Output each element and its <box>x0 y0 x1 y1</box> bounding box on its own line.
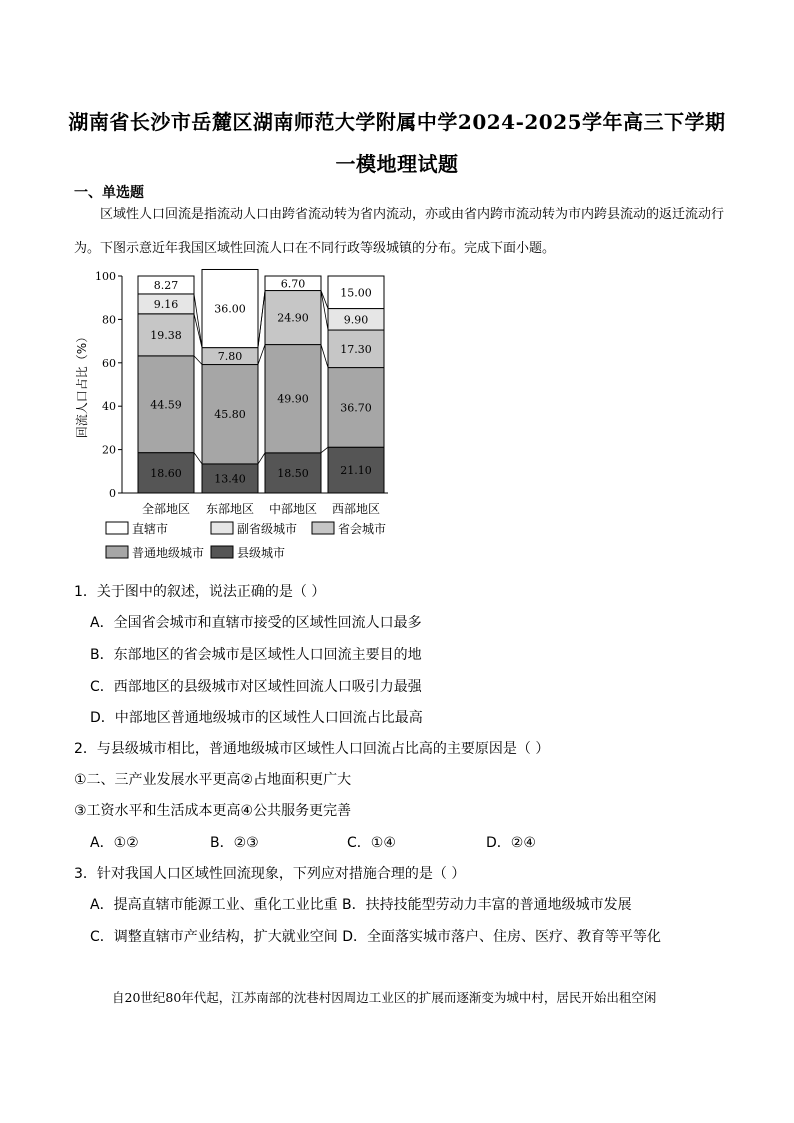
question-2-option-b: B．②③ <box>210 835 259 851</box>
y-tick-label: 80 <box>102 313 116 327</box>
question-1-option-b: B．东部地区的省会城市是区域性人口回流主要目的地 <box>90 647 422 663</box>
question-2-option-a: A．①② <box>90 835 139 851</box>
question-2-stem: 2．与县级城市相比，普通地级城市区域性人口回流占比高的主要原因是（ ） <box>74 741 550 757</box>
question-2-option-d: D．②④ <box>486 835 536 851</box>
bar-data-label: 45.80 <box>214 408 246 422</box>
bar-data-label: 24.90 <box>277 311 309 325</box>
bar-data-label: 7.80 <box>217 350 243 364</box>
question-3-stem: 3．针对我国人口区域性回流现象，下列应对措施合理的是（ ） <box>74 866 466 882</box>
legend-swatch <box>106 522 128 534</box>
question-3-options-line1: A．提高直辖市能源工业、重化工业比重 B．扶持技能型劳动力丰富的普通地级城市发展 <box>90 897 632 913</box>
connector-line <box>321 291 328 330</box>
bar-data-label: 36.70 <box>340 401 372 415</box>
connector-line <box>258 453 265 464</box>
section-heading: 一、单选题 <box>74 185 144 201</box>
question-1-option-d: D．中部地区普通地级城市的区域性人口回流占比最高 <box>90 710 423 726</box>
bar-data-label: 18.60 <box>150 466 182 480</box>
question-1-stem: 1．关于图中的叙述，说法正确的是（ ） <box>74 584 326 600</box>
question-2-option-c: C．①④ <box>347 835 396 851</box>
x-tick-label: 西部地区 <box>331 502 381 516</box>
bar-data-label: 18.50 <box>277 466 309 480</box>
bar-data-label: 36.00 <box>214 302 246 316</box>
y-tick-label: 20 <box>102 443 116 457</box>
question-3-options-line2: C．调整直辖市产业结构，扩大就业空间 D．全面落实城市落户、住房、医疗、教育等平等化 <box>90 929 662 945</box>
bar-data-label: 13.40 <box>214 472 246 486</box>
question-1-option-a: A．全国省会城市和直辖市接受的区域性回流人口最多 <box>90 615 422 631</box>
connector-line <box>194 294 202 348</box>
stacked-bar-chart <box>66 264 406 574</box>
connector-line <box>321 447 328 453</box>
y-tick-label: 60 <box>102 356 116 370</box>
x-tick-label: 中部地区 <box>268 502 318 516</box>
question-1-option-c: C．西部地区的县级城市对区域性回流人口吸引力最强 <box>90 679 422 695</box>
paper-title-line2: 一模地理试题 <box>335 152 459 176</box>
paper-title-line1: 湖南省长沙市岳麓区湖南师范大学附属中学2024-2025学年高三下学期 <box>68 110 726 134</box>
legend-label: 省会城市 <box>338 522 387 536</box>
x-tick-label: 全部地区 <box>141 502 191 516</box>
connector-line <box>321 345 328 368</box>
bar-data-label: 9.16 <box>153 297 179 311</box>
question-2-items-line2: ③工资水平和生活成本更高④公共服务更完善 <box>74 803 352 819</box>
connector-line <box>194 356 202 365</box>
legend-swatch <box>106 546 128 558</box>
bar-data-label: 21.10 <box>340 464 372 478</box>
question-2-items-line1: ①二、三产业发展水平更高②占地面积更广大 <box>74 772 352 788</box>
legend-label: 副省级城市 <box>237 522 298 536</box>
legend-label: 县级城市 <box>237 546 286 560</box>
bar-data-label: 44.59 <box>150 398 182 412</box>
legend-swatch <box>312 522 334 534</box>
bar-data-label: 49.90 <box>277 392 309 406</box>
legend-swatch <box>211 546 233 558</box>
legend-label: 直辖市 <box>132 522 169 536</box>
y-tick-label: 100 <box>95 270 116 283</box>
bar-data-label: 6.70 <box>280 277 306 291</box>
y-tick-label: 0 <box>109 487 116 500</box>
connector-line <box>321 291 328 309</box>
x-tick-label: 东部地区 <box>205 502 255 516</box>
connector-line <box>194 453 202 464</box>
y-axis-title: 回流人口占比（%） <box>75 330 89 439</box>
y-tick-label: 40 <box>102 400 116 414</box>
bar-data-label: 15.00 <box>340 286 372 300</box>
legend-label: 普通地级城市 <box>132 546 205 560</box>
intro-paragraph: 区域性人口回流是指流动人口由跨省流动转为省内流动，亦或由省内跨市流动转为市内跨县流动的返迁流动行为。下图示意近年我国区域性回流人口在不同行政等级城镇的分布。完成下面小题。 <box>74 207 725 256</box>
legend-swatch <box>211 522 233 534</box>
connector-line <box>258 291 265 348</box>
bar-data-label: 19.38 <box>150 328 182 342</box>
bar-data-label: 17.30 <box>340 342 372 356</box>
bar-data-label: 9.90 <box>343 313 369 327</box>
connector-line <box>258 345 265 365</box>
next-passage-start: 自20世纪80年代起，江苏南部的沈巷村因周边工业区的扩展而逐渐变为城中村，居民开始出租空闲 <box>112 990 657 1005</box>
bar-data-label: 8.27 <box>153 278 179 292</box>
